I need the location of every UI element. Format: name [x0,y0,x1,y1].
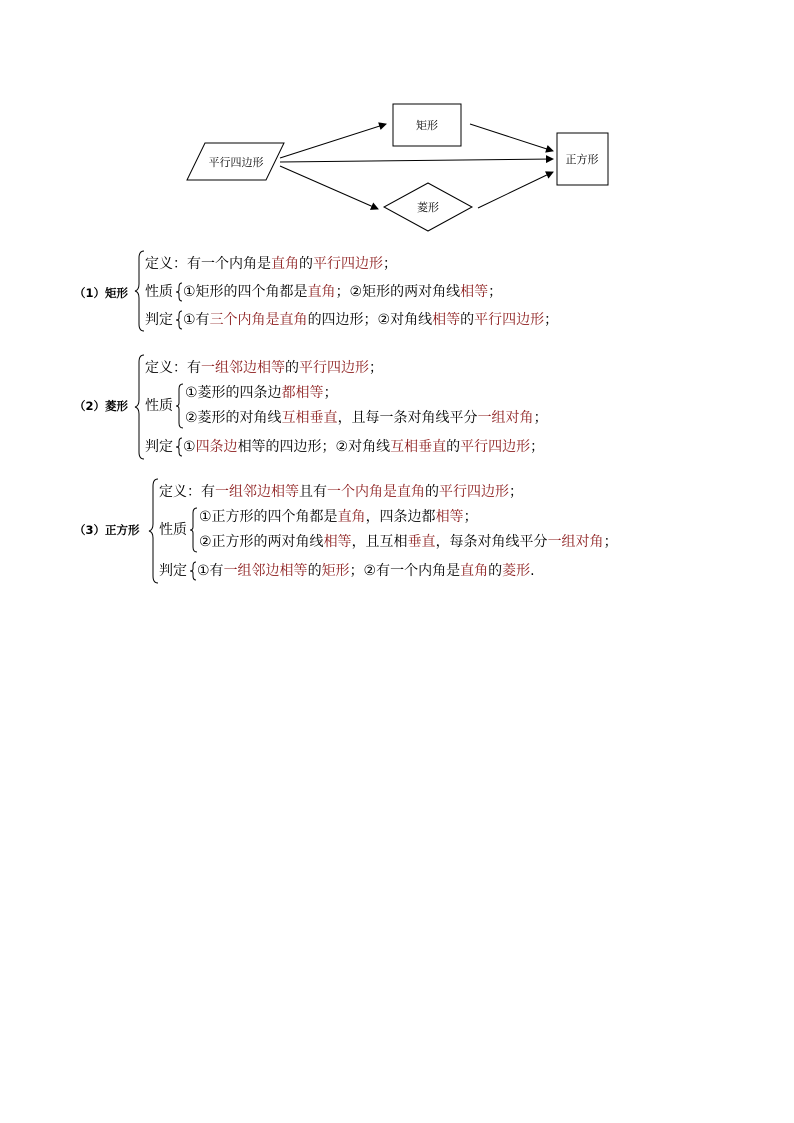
text-segment: ，四条边都 [365,509,436,525]
highlight-text: 菱形 [502,563,531,579]
highlight-text: 相等 [435,509,464,525]
parallelogram-label: 平行四边形 [208,156,264,169]
text-segment: ①正方形的四个角都是 [199,509,338,525]
brace-icon [189,507,199,553]
highlight-text: 互相垂直 [390,439,447,455]
text-segment: 的 [446,439,461,455]
text-segment: 的 [460,312,475,328]
relationship-diagram [0,0,794,250]
text-segment: ①有 [197,563,224,579]
rhombus-label: 菱形 [417,201,439,214]
text-segment: ； [530,439,545,455]
highlight-text: 直角 [337,509,366,525]
text-segment: 定义：有 [159,484,215,500]
property-label: 性质 [145,398,173,414]
section-title: （1）矩形 [74,286,129,300]
highlight-text: 相等 [323,534,352,550]
text-segment: 的四边形；②对角线 [307,312,433,328]
highlight-text: 一组邻边相等 [223,563,308,579]
property-item [183,282,502,302]
text-segment: 定义：有 [145,360,201,376]
judge-label: 判定 [145,312,173,328]
highlight-text: 相等 [432,312,461,328]
highlight-text: 直角 [460,563,489,579]
text-segment: ； [603,534,618,550]
text-segment: 的 [299,256,313,272]
text-segment: ，每条对角线平分 [435,534,548,550]
highlight-text: 一组对角 [477,410,534,426]
brace-icon [175,383,185,429]
text-segment: 的 [488,563,503,579]
highlight-text: 直角 [307,284,336,300]
text-segment: 且有 [299,484,327,500]
highlight-text: 矩形 [321,563,350,579]
highlight-text: 平行四边形 [474,312,545,328]
text-segment: ； [509,484,523,500]
highlight-text: 平行四边形 [460,439,531,455]
judgement-line [183,310,558,330]
text-segment: ②正方形的两对角线 [199,534,324,550]
highlight-text: 三个内角是直角 [209,312,308,328]
arrow-to-square [280,159,553,162]
text-segment: ； [323,385,338,401]
text-segment: ①矩形的四个角都是 [183,284,308,300]
arrow-to-rhombus [280,166,378,209]
square-label: 正方形 [565,153,599,166]
judge-label: 判定 [145,439,173,455]
property-item [199,507,478,527]
highlight-text: 都相等 [281,385,324,401]
text-segment: ； [533,410,548,426]
text-segment: ②菱形的对角线 [185,410,282,426]
highlight-text: 一个内角是直角 [327,484,425,500]
definition-line [145,254,397,274]
property-item [185,383,338,403]
highlight-text: 平行四边形 [439,484,509,500]
arrow-rectangle-to-square [470,124,553,151]
judge-label: 判定 [159,563,187,579]
rectangle-label: 矩形 [416,119,438,132]
text-segment: 的 [307,563,322,579]
text-segment: 的 [285,360,299,376]
property-label: 性质 [145,284,173,300]
highlight-text: 一组邻边相等 [215,484,299,500]
text-segment: ，且每一条对角线平分 [337,410,478,426]
text-segment: 相等的四边形；②对角线 [237,439,391,455]
judgement-line [183,437,544,457]
property-item [185,408,548,428]
text-segment: ； [544,312,559,328]
highlight-text: 平行四边形 [313,256,383,272]
property-label: 性质 [159,522,187,538]
text-segment: . [530,563,535,579]
highlight-text: 四条边 [195,439,238,455]
highlight-text: 垂直 [407,534,436,550]
arrow-to-rectangle [280,124,386,158]
highlight-text: 直角 [271,256,299,272]
highlight-text: 相等 [460,284,489,300]
section-title: （2）菱形 [74,399,129,413]
text-segment: ；②矩形的两对角线 [335,284,461,300]
text-segment: ①菱形的四条边 [185,385,282,401]
property-item [199,532,618,552]
highlight-text: 平行四边形 [299,360,369,376]
text-segment: ； [383,256,397,272]
text-segment: 定义：有一个内角是 [145,256,271,272]
text-segment: ； [463,509,478,525]
highlight-text: 一组对角 [547,534,604,550]
text-segment: ，且互相 [351,534,408,550]
arrow-rhombus-to-square [478,172,553,208]
text-segment: ① [183,439,196,455]
judgement-line [197,561,535,581]
text-segment: ①有 [183,312,210,328]
text-segment: 的 [425,484,439,500]
highlight-text: 一组邻边相等 [201,360,285,376]
definition-line [159,482,523,502]
text-segment: ； [488,284,503,300]
definition-line [145,358,383,378]
text-segment: ； [369,360,383,376]
section-title: （3）正方形 [74,523,140,537]
text-segment: ；②有一个内角是 [349,563,461,579]
highlight-text: 互相垂直 [281,410,338,426]
